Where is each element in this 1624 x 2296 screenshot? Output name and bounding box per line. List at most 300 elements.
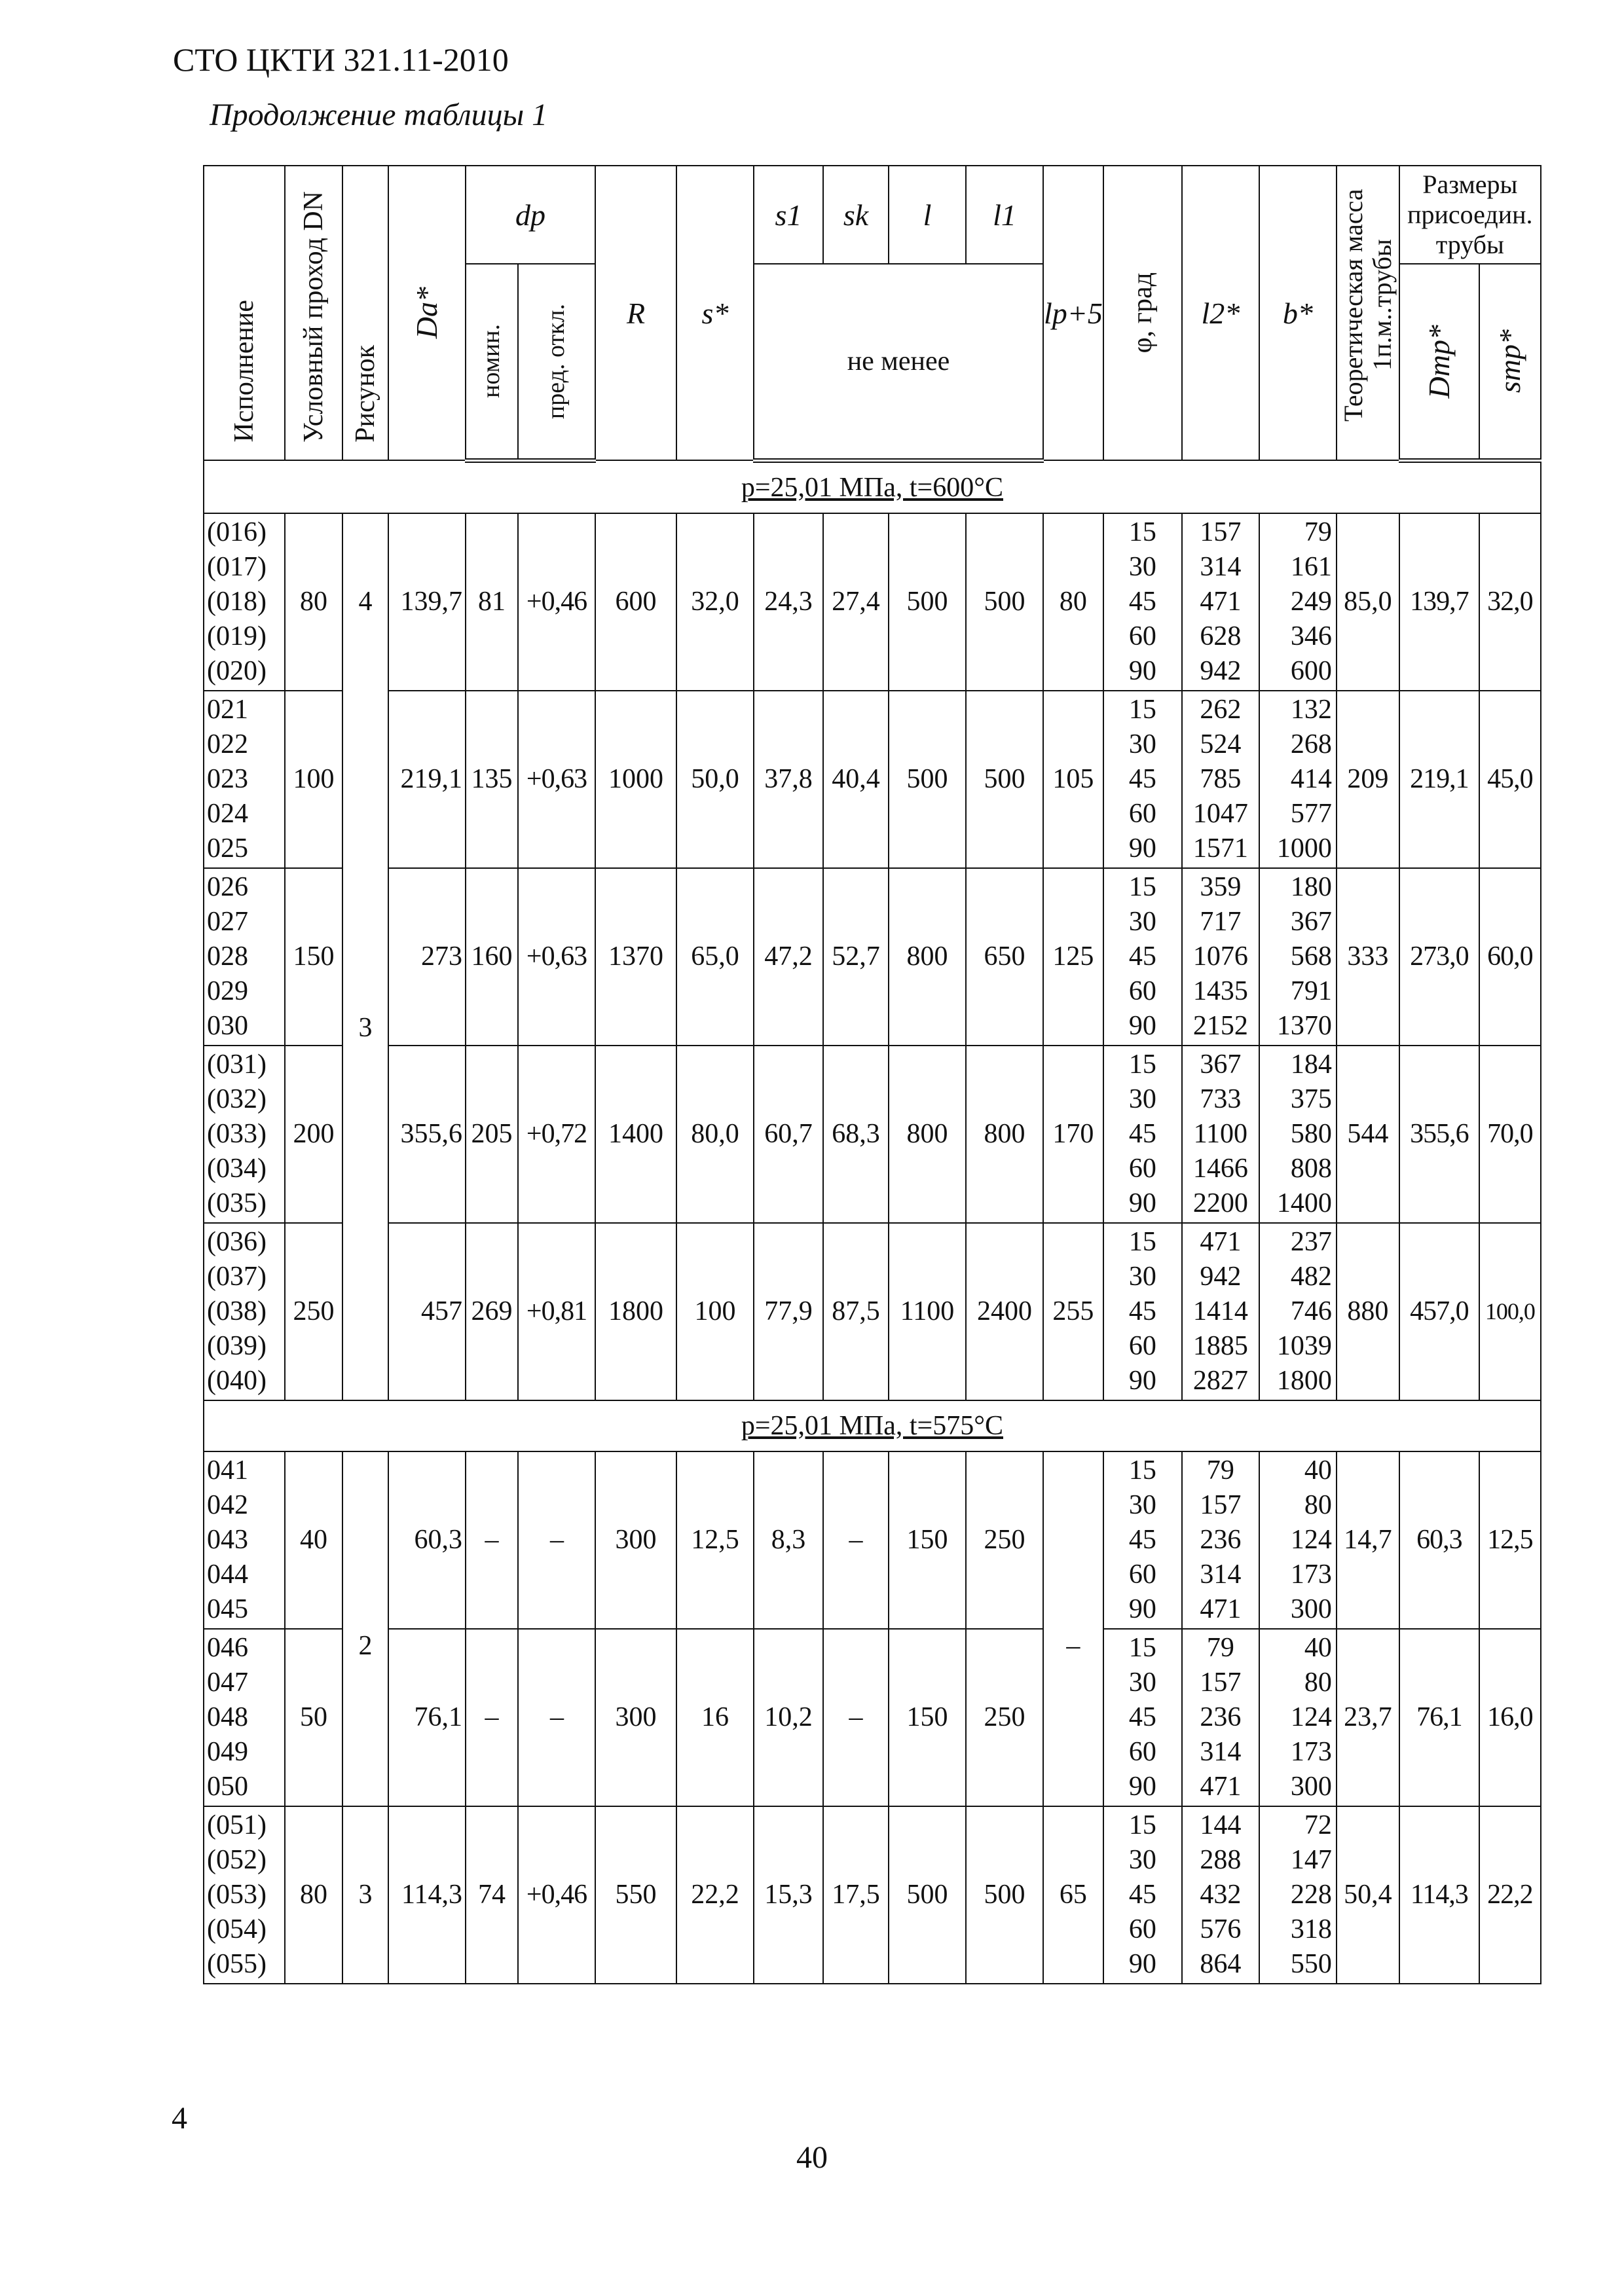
cell-value: 273,0 (1410, 941, 1469, 972)
stack-value: 314 (1200, 1559, 1242, 1590)
cell-value: 2400 (977, 1296, 1032, 1326)
cell-s1 (754, 1629, 823, 1806)
cell-ispolnenie (204, 513, 285, 691)
cell-value: 1370 (608, 941, 663, 972)
stack-value: 60 (1128, 1914, 1156, 1944)
cell-b (1259, 1806, 1337, 1984)
stack-value: 2827 (1192, 1365, 1248, 1396)
stack-value: 021 (207, 694, 248, 725)
cell-dn (285, 1046, 342, 1223)
stack-value: 30 (1128, 551, 1156, 582)
cell-value: 60,3 (414, 1524, 462, 1555)
stack-value: (035) (207, 1188, 267, 1218)
stack-value: 785 (1200, 763, 1242, 794)
stack-value: 1100 (1193, 1118, 1248, 1149)
stack-value: 026 (207, 871, 248, 902)
cell-value: 114,3 (1410, 1879, 1468, 1910)
cell-value: 100,0 (1485, 1298, 1535, 1324)
cell-value: 27,4 (832, 586, 880, 617)
cell-value: 800 (984, 1118, 1025, 1149)
cell-value: 457,0 (1410, 1296, 1469, 1326)
stack-value: 79 (1304, 517, 1332, 547)
stack-value: 314 (1200, 1736, 1242, 1767)
stack-value: 471 (1200, 1226, 1242, 1257)
stack-value: 144 (1200, 1810, 1242, 1840)
stack-value: 524 (1200, 729, 1242, 759)
stack-value: 79 (1206, 1632, 1234, 1663)
continuation-title: Продолжение таблицы 1 (210, 98, 548, 132)
stack-value: 15 (1128, 1810, 1156, 1840)
cell-phi (1103, 1629, 1182, 1806)
stack-value: 147 (1290, 1844, 1332, 1875)
cell-dp-nom (466, 513, 518, 691)
cell-dtr (1399, 1223, 1479, 1400)
cell-value: 60,7 (764, 1118, 813, 1149)
stack-value: 157 (1200, 517, 1242, 547)
cell-value: 139,7 (1410, 586, 1469, 617)
cell-b (1259, 868, 1337, 1046)
table-row (204, 868, 1541, 1046)
stack-value: 1571 (1192, 833, 1248, 864)
cell-value: 85,0 (1344, 586, 1392, 617)
cell-ispolnenie (204, 1223, 285, 1400)
cell-value: 16 (701, 1702, 729, 1732)
cell-dp-nom (466, 1046, 518, 1223)
stack-value: 90 (1128, 1188, 1156, 1218)
stack-value: 2152 (1192, 1010, 1248, 1041)
stack-value: 1039 (1276, 1330, 1332, 1361)
cell-value: 209 (1347, 763, 1389, 794)
table-row (204, 1806, 1541, 1984)
stack-value: (053) (207, 1879, 267, 1910)
stack-value: 359 (1200, 871, 1242, 902)
cell-value: 77,9 (764, 1296, 813, 1326)
cell-mass (1337, 513, 1399, 691)
cell-b (1259, 1451, 1337, 1629)
cell-dn (285, 513, 342, 691)
stack-value: 432 (1200, 1879, 1242, 1910)
cell-l (889, 868, 966, 1046)
stack-value: 45 (1128, 941, 1156, 972)
cell-value: +0,46 (526, 1879, 587, 1910)
stack-value: 90 (1128, 1365, 1156, 1396)
stack-value: 580 (1290, 1118, 1332, 1149)
table-row (204, 1629, 1541, 1806)
cell-value: 205 (471, 1118, 513, 1149)
cell-str (1479, 1451, 1541, 1629)
cell-value: 50,0 (691, 763, 739, 794)
section-condition (204, 1400, 1541, 1451)
stack-value: 808 (1290, 1153, 1332, 1184)
stack-value: 942 (1200, 655, 1242, 686)
cell-value: 1100 (900, 1296, 955, 1326)
stack-value: 45 (1128, 586, 1156, 617)
cell-value: 500 (906, 1879, 948, 1910)
cell-value: p=25,01 МПа, t=575°C (741, 1410, 1003, 1441)
cell-value: 457 (421, 1296, 462, 1326)
cell-value: 12,5 (1487, 1524, 1533, 1555)
page-number-center: 40 (796, 2140, 828, 2175)
cell-value: 45,0 (1487, 763, 1533, 794)
cell-l2 (1182, 691, 1259, 868)
cell-str (1479, 1046, 1541, 1223)
cell-str (1479, 1806, 1541, 1984)
stack-value: 40 (1304, 1632, 1332, 1663)
cell-s (676, 1451, 754, 1629)
cell-da (388, 1806, 466, 1984)
cell-l2 (1182, 1806, 1259, 1984)
stack-value: 471 (1200, 586, 1242, 617)
stack-value: (032) (207, 1084, 267, 1114)
stack-value: 375 (1290, 1084, 1332, 1114)
stack-value: 791 (1290, 975, 1332, 1006)
stack-value: 600 (1290, 655, 1332, 686)
stack-value: 60 (1128, 1330, 1156, 1361)
cell-fig (342, 691, 388, 868)
cell-value: 250 (984, 1702, 1025, 1732)
cell-da (388, 513, 466, 691)
stack-value: 249 (1290, 586, 1332, 617)
stack-value: 047 (207, 1667, 248, 1698)
stack-value: (054) (207, 1914, 267, 1944)
cell-r (595, 1223, 676, 1400)
cell-l2 (1182, 868, 1259, 1046)
cell-value: 150 (906, 1702, 948, 1732)
stack-value: 30 (1128, 729, 1156, 759)
col-header-dn: Условный проход DN (285, 166, 342, 460)
stack-value: 024 (207, 798, 248, 829)
cell-value: 135 (471, 763, 513, 794)
cell-value: 87,5 (832, 1296, 880, 1326)
stack-value: 30 (1128, 1489, 1156, 1520)
cell-value: 8,3 (771, 1524, 806, 1555)
stack-value: 1076 (1192, 941, 1248, 972)
stack-value: (038) (207, 1296, 267, 1326)
stack-value: 60 (1128, 1153, 1156, 1184)
cell-l1 (966, 1629, 1043, 1806)
cell-da (388, 1451, 466, 1629)
cell-value: 500 (984, 1879, 1025, 1910)
cell-value: 3 (358, 1879, 373, 1910)
stack-value: 864 (1200, 1948, 1242, 1979)
stack-value: 576 (1200, 1914, 1242, 1944)
cell-mass (1337, 1451, 1399, 1629)
stack-value: 30 (1128, 1667, 1156, 1698)
cell-dtr (1399, 1806, 1479, 1984)
stack-value: 022 (207, 729, 248, 759)
stack-value: 60 (1128, 1736, 1156, 1767)
cell-value: 10,2 (764, 1702, 813, 1732)
stack-value: 45 (1128, 1879, 1156, 1910)
stack-value: 80 (1304, 1667, 1332, 1698)
cell-fig (342, 1806, 388, 1984)
cell-sk (823, 1046, 889, 1223)
cell-fig (342, 513, 388, 691)
stack-value: 046 (207, 1632, 248, 1663)
stack-value: 90 (1128, 1948, 1156, 1979)
col-header-dp: dp (466, 166, 595, 264)
stack-value: 45 (1128, 1702, 1156, 1732)
stack-value: 717 (1200, 906, 1242, 937)
stack-value: 030 (207, 1010, 248, 1041)
cell-lp (1043, 868, 1103, 1046)
cell-l (889, 691, 966, 868)
cell-value: 40 (300, 1524, 327, 1555)
stack-value: 041 (207, 1455, 248, 1485)
stack-value: 300 (1290, 1771, 1332, 1802)
table-row (204, 1223, 1541, 1400)
stack-value: 550 (1290, 1948, 1332, 1979)
cell-l (889, 1806, 966, 1984)
cell-value: 125 (1052, 941, 1094, 972)
cell-phi (1103, 513, 1182, 691)
col-header-r: R (595, 166, 676, 460)
cell-value: 355,6 (1410, 1118, 1469, 1149)
stack-value: 346 (1290, 621, 1332, 651)
cell-fig (342, 1046, 388, 1223)
cell-value: +0,46 (526, 586, 587, 617)
cell-fig (342, 1223, 388, 1400)
stack-value: 314 (1200, 551, 1242, 582)
page-number-left: 4 (172, 2101, 187, 2136)
cell-value: +0,63 (526, 763, 587, 794)
cell-s (676, 1806, 754, 1984)
cell-value: 500 (984, 586, 1025, 617)
cell-value: 105 (1052, 763, 1094, 794)
cell-value: 24,3 (764, 586, 813, 617)
col-header-dtr: Dтр* (1399, 264, 1479, 460)
cell-r (595, 1806, 676, 1984)
stack-value: 318 (1290, 1914, 1332, 1944)
stack-value: 942 (1200, 1261, 1242, 1292)
cell-b (1259, 1629, 1337, 1806)
cell-l1 (966, 513, 1043, 691)
stack-value: 60 (1128, 975, 1156, 1006)
cell-fig (342, 1629, 388, 1806)
table-row (204, 513, 1541, 691)
cell-fig (342, 1451, 388, 1629)
stack-value: 1400 (1276, 1188, 1332, 1218)
cell-s (676, 1223, 754, 1400)
stack-value: 367 (1200, 1049, 1242, 1080)
cell-phi (1103, 1046, 1182, 1223)
stack-value: 628 (1200, 621, 1242, 651)
cell-s (676, 1629, 754, 1806)
stack-value: (052) (207, 1844, 267, 1875)
cell-dp-nom (466, 691, 518, 868)
cell-value: 47,2 (764, 941, 813, 972)
cell-value: 12,5 (691, 1524, 739, 1555)
section-condition (204, 460, 1541, 513)
cell-value: 170 (1052, 1118, 1094, 1149)
stack-value: 90 (1128, 833, 1156, 864)
stack-value: 1435 (1192, 975, 1248, 1006)
cell-phi (1103, 1806, 1182, 1984)
cell-value: – (550, 1702, 563, 1732)
stack-value: 45 (1128, 763, 1156, 794)
cell-s1 (754, 1223, 823, 1400)
cell-value: 200 (293, 1118, 335, 1149)
document-code: СТО ЦКТИ 321.11-2010 (173, 41, 509, 78)
col-header-ispolnenie: Исполнение (204, 166, 285, 460)
stack-value: 15 (1128, 1226, 1156, 1257)
cell-l1 (966, 691, 1043, 868)
cell-ispolnenie (204, 1806, 285, 1984)
cell-dp-tol (518, 1806, 595, 1984)
cell-b (1259, 691, 1337, 868)
section-condition-row (204, 460, 1541, 513)
cell-phi (1103, 691, 1182, 868)
stack-value: 45 (1128, 1296, 1156, 1326)
cell-value: 32,0 (1487, 586, 1533, 617)
stack-value: (019) (207, 621, 267, 651)
cell-l2 (1182, 1046, 1259, 1223)
stack-value: 180 (1290, 871, 1332, 902)
stack-value: 025 (207, 833, 248, 864)
col-header-mass: Теоретическая масса 1п.м..трубы (1337, 166, 1399, 460)
stack-value: 044 (207, 1559, 248, 1590)
cell-l1 (966, 1046, 1043, 1223)
cell-value: 544 (1347, 1118, 1389, 1149)
stack-value: 268 (1290, 729, 1332, 759)
cell-l1 (966, 1806, 1043, 1984)
cell-value: 80 (1059, 586, 1087, 617)
cell-value: 500 (906, 763, 948, 794)
cell-fig (342, 868, 388, 1046)
cell-value: 100 (293, 763, 335, 794)
col-header-s1: s1 (754, 166, 823, 264)
stack-value: 1370 (1276, 1010, 1332, 1041)
stack-value: 1047 (1192, 798, 1248, 829)
table-row (204, 691, 1541, 868)
cell-value: 16,0 (1487, 1702, 1533, 1732)
cell-mass (1337, 868, 1399, 1046)
stack-value: 043 (207, 1524, 248, 1555)
cell-l2 (1182, 513, 1259, 691)
cell-ispolnenie (204, 868, 285, 1046)
stack-value: (055) (207, 1948, 267, 1979)
cell-ispolnenie (204, 691, 285, 868)
stack-value: 577 (1290, 798, 1332, 829)
cell-value: 70,0 (1487, 1118, 1533, 1149)
cell-lp (1043, 1629, 1103, 1806)
table-body (204, 460, 1541, 1984)
cell-value: 60,3 (1416, 1524, 1462, 1555)
cell-value: 2 (358, 1630, 373, 1661)
stack-value: 027 (207, 906, 248, 937)
cell-phi (1103, 1223, 1182, 1400)
cell-str (1479, 691, 1541, 868)
cell-l (889, 1223, 966, 1400)
cell-value: – (485, 1524, 499, 1555)
cell-value: 81 (478, 586, 506, 617)
stack-value: 30 (1128, 1844, 1156, 1875)
col-header-phi: φ, град (1103, 166, 1182, 460)
table-row (204, 1451, 1541, 1629)
cell-value: 74 (478, 1879, 506, 1910)
cell-value: 300 (615, 1524, 657, 1555)
cell-mass (1337, 691, 1399, 868)
cell-dtr (1399, 1451, 1479, 1629)
stack-value: 15 (1128, 1049, 1156, 1080)
cell-s (676, 1046, 754, 1223)
cell-mass (1337, 1806, 1399, 1984)
cell-ispolnenie (204, 1046, 285, 1223)
stack-value: (037) (207, 1261, 267, 1292)
cell-dp-tol (518, 513, 595, 691)
spec-table-wrapper (203, 165, 1541, 1984)
stack-value: 60 (1128, 1559, 1156, 1590)
stack-value: 45 (1128, 1524, 1156, 1555)
col-header-da: Da* (388, 166, 466, 460)
cell-value: 14,7 (1344, 1524, 1392, 1555)
cell-value: +0,81 (526, 1296, 587, 1326)
cell-value: 300 (615, 1702, 657, 1732)
cell-value: 150 (906, 1524, 948, 1555)
cell-value: 150 (293, 941, 335, 972)
cell-s (676, 691, 754, 868)
cell-mass (1337, 1223, 1399, 1400)
cell-value: 15,3 (764, 1879, 813, 1910)
stack-value: 049 (207, 1736, 248, 1767)
cell-r (595, 868, 676, 1046)
stack-value: 1466 (1192, 1153, 1248, 1184)
stack-value: 157 (1200, 1667, 1242, 1698)
cell-str (1479, 868, 1541, 1046)
cell-dn (285, 1806, 342, 1984)
col-header-l: l (889, 166, 966, 264)
col-header-lp: lp+5 (1043, 166, 1103, 460)
stack-value: (016) (207, 517, 267, 547)
stack-value: (039) (207, 1330, 267, 1361)
cell-sk (823, 1806, 889, 1984)
stack-value: 1414 (1192, 1296, 1248, 1326)
stack-value: 1000 (1276, 833, 1332, 864)
cell-s (676, 868, 754, 1046)
stack-value: 15 (1128, 1632, 1156, 1663)
stack-value: 746 (1290, 1296, 1332, 1326)
cell-l2 (1182, 1223, 1259, 1400)
cell-sk (823, 1223, 889, 1400)
col-header-sk: sk (823, 166, 889, 264)
cell-value: 500 (906, 586, 948, 617)
cell-str (1479, 1223, 1541, 1400)
cell-r (595, 1629, 676, 1806)
cell-s1 (754, 513, 823, 691)
cell-r (595, 1046, 676, 1223)
cell-dn (285, 691, 342, 868)
cell-dp-nom (466, 868, 518, 1046)
col-header-ne-menee: не менее (754, 264, 1043, 460)
stack-value: 471 (1200, 1771, 1242, 1802)
cell-value: – (1066, 1630, 1080, 1661)
cell-value: 219,1 (400, 763, 462, 794)
col-header-nomin: номин. (466, 264, 518, 460)
stack-value: (036) (207, 1226, 267, 1257)
stack-value: 471 (1200, 1594, 1242, 1624)
cell-l1 (966, 1223, 1043, 1400)
cell-dtr (1399, 691, 1479, 868)
cell-value: 800 (906, 941, 948, 972)
cell-dn (285, 1451, 342, 1629)
cell-phi (1103, 1451, 1182, 1629)
cell-value: 80,0 (691, 1118, 739, 1149)
cell-value: 80 (300, 1879, 327, 1910)
cell-dp-nom (466, 1806, 518, 1984)
stack-value: 042 (207, 1489, 248, 1520)
cell-value: +0,63 (526, 941, 587, 972)
stack-value: 60 (1128, 621, 1156, 651)
